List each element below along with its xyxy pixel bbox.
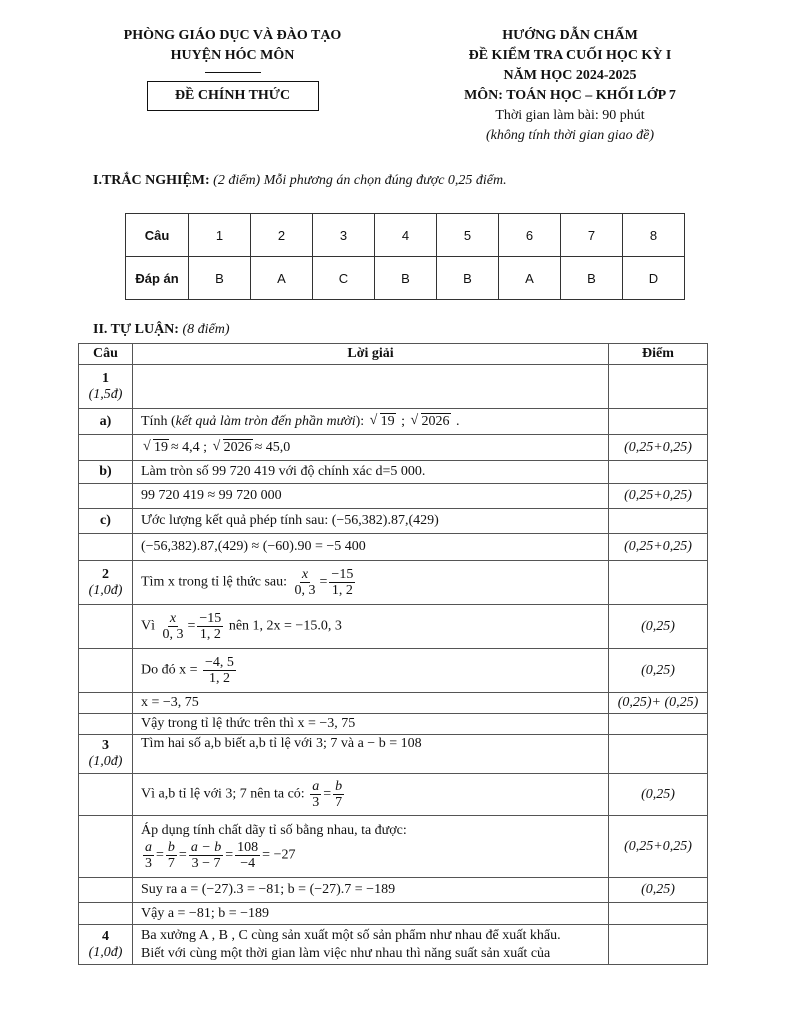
section-essay-heading (93, 322, 230, 338)
table-row (79, 649, 708, 693)
section2-title: II. TỰ LUẬN: (93, 322, 179, 337)
table-row (79, 409, 708, 435)
section1-title: I.TRẮC NGHIỆM: (93, 173, 210, 188)
solution-text: √ 19 ≈ 4,4 ; √ 2026 ≈ 45,0 (133, 435, 609, 461)
answer-choice: A (251, 257, 313, 300)
question-number: 7 (561, 214, 623, 257)
solution-text: Vì a,b tỉ lệ với 3; 7 nên ta có: $\frac{a}{3}$ = $\frac{b}{7}$ (133, 774, 609, 816)
question-number: 1 (189, 214, 251, 257)
question-number: 4 (102, 928, 109, 944)
question-points: (1,0đ) (88, 582, 123, 598)
table-row (79, 509, 708, 534)
answer-table-answer-row (126, 257, 685, 300)
question-points: (1,0đ) (88, 754, 123, 769)
table-row (79, 605, 708, 649)
solution-text: Ước lượng kết quả phép tính sau: (−56,382).87,(429) (133, 509, 609, 534)
question-number: 8 (623, 214, 685, 257)
answer-choice: B (437, 257, 499, 300)
col-header-question: Câu (79, 344, 133, 365)
subject-grade: MÔN: TOÁN HỌC – KHỐI LỚP 7 (464, 88, 676, 103)
exam-duration: Thời gian làm bài: 90 phút (495, 108, 645, 123)
question-number: 1 (102, 370, 109, 386)
question-number: 5 (437, 214, 499, 257)
solution-text: Tìm x trong tỉ lệ thức sau: $\frac{x}{0, 3}$ = $\frac{-15}{1, 2}$ (133, 561, 609, 605)
score-cell: (0,25+0,25) (609, 484, 708, 509)
question-number: 2 (251, 214, 313, 257)
answer-table-question-row (126, 214, 685, 257)
question-number: 3 (102, 738, 109, 753)
solution-text: Áp dụng tính chất dãy tỉ số bằng nhau, ta được: $\frac{a}{3}$ = $\frac{b}{7}$ = $\frac{a - b}{3 - 7}$ = $\frac{108}{-4}$ = −27 (133, 816, 609, 878)
solution-text: Ba xưởng A , B , C cùng sản xuất một số sản phẩm như nhau để xuất khẩu. Biết với cùng một thời gian làm việc như nhau thì năng suất sản xuất của (133, 925, 609, 965)
district-name: HUYỆN HÓC MÔN (170, 48, 295, 63)
table-row (79, 435, 708, 461)
solution-text: (−56,382).87,(429) ≈ (−60).90 = −5 400 (133, 534, 609, 561)
col-header-solution: Lời giải (133, 344, 609, 365)
solution-text: Vậy a = −81; b = −189 (133, 903, 609, 925)
question-cell (79, 561, 133, 605)
answer-choice: B (561, 257, 623, 300)
solution-table-header (79, 344, 708, 365)
header-left (100, 26, 365, 111)
section1-desc: (2 điểm) Mỗi phương án chọn đúng được 0,25 điểm. (213, 173, 507, 188)
answer-choice: B (375, 257, 437, 300)
exam-title: ĐỀ KIỂM TRA CUỐI HỌC KỲ I (468, 48, 672, 63)
question-points: (1,0đ) (88, 944, 123, 960)
header-underline (205, 72, 261, 73)
solution-text: Làm tròn số 99 720 419 với độ chính xác d=5 000. (133, 461, 609, 484)
table-row (79, 365, 708, 409)
table-row (79, 461, 708, 484)
table-row (79, 534, 708, 561)
table-row (79, 816, 708, 878)
subquestion-label: a) (99, 413, 112, 429)
section-multiple-choice-heading (93, 173, 507, 189)
score-cell: (0,25) (609, 649, 708, 693)
header-right (430, 26, 710, 146)
solution-text: Vậy trong tỉ lệ thức trên thì x = −3, 75 (133, 714, 609, 735)
question-number: 2 (102, 566, 109, 582)
question-label: Câu (126, 214, 189, 257)
solution-text: x = −3, 75 (133, 693, 609, 714)
official-stamp-box: ĐỀ CHÍNH THỨC (147, 81, 319, 111)
score-cell: (0,25+0,25) (609, 435, 708, 461)
question-number: 4 (375, 214, 437, 257)
solution-text: 99 720 419 ≈ 99 720 000 (133, 484, 609, 509)
department-name: PHÒNG GIÁO DỤC VÀ ĐÀO TẠO (123, 28, 342, 43)
doc-title: HƯỚNG DẪN CHẤM (502, 28, 638, 43)
solution-text: Vì $\frac{x}{0, 3}$ = $\frac{-15}{1, 2}$ nên 1, 2x = −15.0, 3 (133, 605, 609, 649)
answer-choice: A (499, 257, 561, 300)
score-cell: (0,25+0,25) (609, 534, 708, 561)
question-number: 3 (313, 214, 375, 257)
solution-text: Tính (kết quả làm tròn đến phần mười): √ 19 ; √ 2026 . (133, 409, 609, 435)
score-cell: (0,25) (609, 878, 708, 903)
solution-text: Tìm hai số a,b biết a,b tỉ lệ với 3; 7 và a − b = 108 (133, 735, 609, 774)
table-row (79, 774, 708, 816)
table-row (79, 693, 708, 714)
subquestion-label: c) (100, 513, 111, 528)
table-row (79, 735, 708, 774)
score-cell: (0,25) (609, 774, 708, 816)
score-cell: (0,25)+ (0,25) (609, 693, 708, 714)
solution-text: Do đó x = $\frac{-4, 5}{1, 2}$ (133, 649, 609, 693)
duration-note: (không tính thời gian giao đề) (485, 128, 655, 143)
question-cell (79, 735, 133, 774)
table-row (79, 561, 708, 605)
question-points: (1,5đ) (88, 386, 123, 402)
score-cell: (0,25+0,25) (609, 816, 708, 878)
table-row (79, 714, 708, 735)
table-row (79, 925, 708, 965)
question-cell (79, 925, 133, 965)
section2-desc: (8 điểm) (182, 322, 230, 337)
solution-table (78, 343, 708, 965)
solution-text: Suy ra a = (−27).3 = −81; b = (−27).7 = −189 (133, 878, 609, 903)
school-year: NĂM HỌC 2024-2025 (503, 68, 637, 83)
col-header-score: Điểm (609, 344, 708, 365)
subquestion-label: b) (99, 464, 112, 479)
table-row (79, 903, 708, 925)
table-row (79, 878, 708, 903)
answer-label: Đáp án (126, 257, 189, 300)
answer-choice: C (313, 257, 375, 300)
answer-choice: D (623, 257, 685, 300)
table-row (79, 484, 708, 509)
answer-key-table (125, 213, 685, 300)
answer-choice: B (189, 257, 251, 300)
question-cell (79, 365, 133, 409)
score-cell: (0,25) (609, 605, 708, 649)
question-number: 6 (499, 214, 561, 257)
